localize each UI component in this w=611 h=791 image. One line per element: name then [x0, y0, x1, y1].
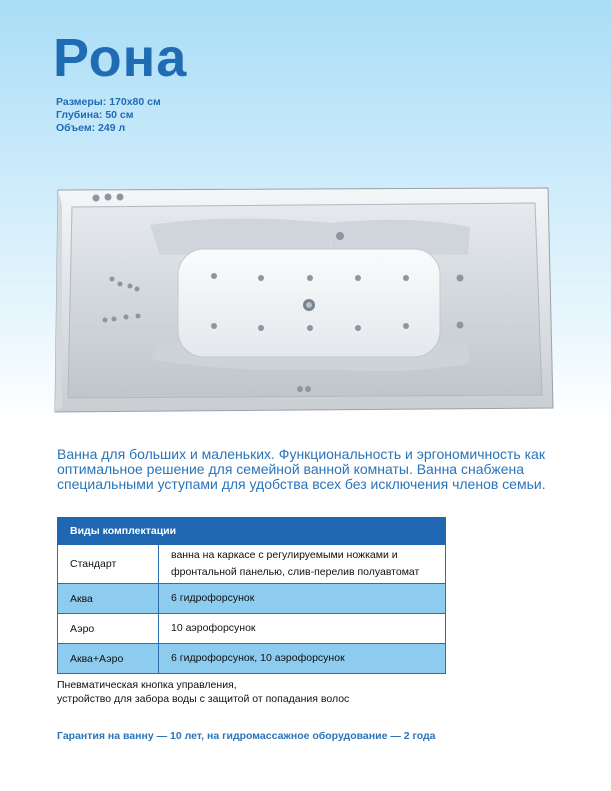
table-row: [58, 644, 446, 674]
config-name: Стандарт: [58, 545, 159, 584]
configurations-table: [57, 517, 446, 674]
table-row: [58, 614, 446, 644]
table-row: [58, 545, 446, 584]
config-value: 6 гидрофорсунок: [159, 584, 446, 614]
note-line: Пневматическая кнопка управления,: [57, 679, 237, 691]
config-name: Аква+Аэро: [58, 644, 159, 674]
spec-volume: Объем: 249 л: [56, 122, 126, 134]
product-description: Ванна для больших и маленьких. Функциональность и эргономичность как оптимальное решение для семейной ванной комнаты. Ванна снабжена специальными уступами для удобства всех без исключения членов семьи.: [57, 446, 546, 492]
table-row: [58, 584, 446, 614]
features-note: [57, 678, 349, 706]
spec-size: Размеры: 170х80 см: [56, 96, 161, 108]
product-title: Рона: [53, 28, 188, 88]
specs-list: [56, 96, 161, 135]
config-name: Аэро: [58, 614, 159, 644]
warranty-text: Гарантия на ванну — 10 лет, на гидромассажное оборудование — 2 года: [57, 730, 436, 742]
spec-depth: Глубина: 50 см: [56, 109, 134, 121]
table-header: Виды комплектации: [58, 518, 446, 545]
config-value: 10 аэрофорсунок: [159, 614, 446, 644]
config-value: ванна на каркасе с регулируемыми ножками и фронтальной панелью, слив-перелив полуавтомат: [159, 545, 446, 584]
whirlpool-bathtub-icon: [50, 183, 555, 418]
config-value: 6 гидрофорсунок, 10 аэрофорсунок: [159, 644, 446, 674]
config-name: Аква: [58, 584, 159, 614]
note-line: устройство для забора воды с защитой от попадания волос: [57, 693, 350, 705]
